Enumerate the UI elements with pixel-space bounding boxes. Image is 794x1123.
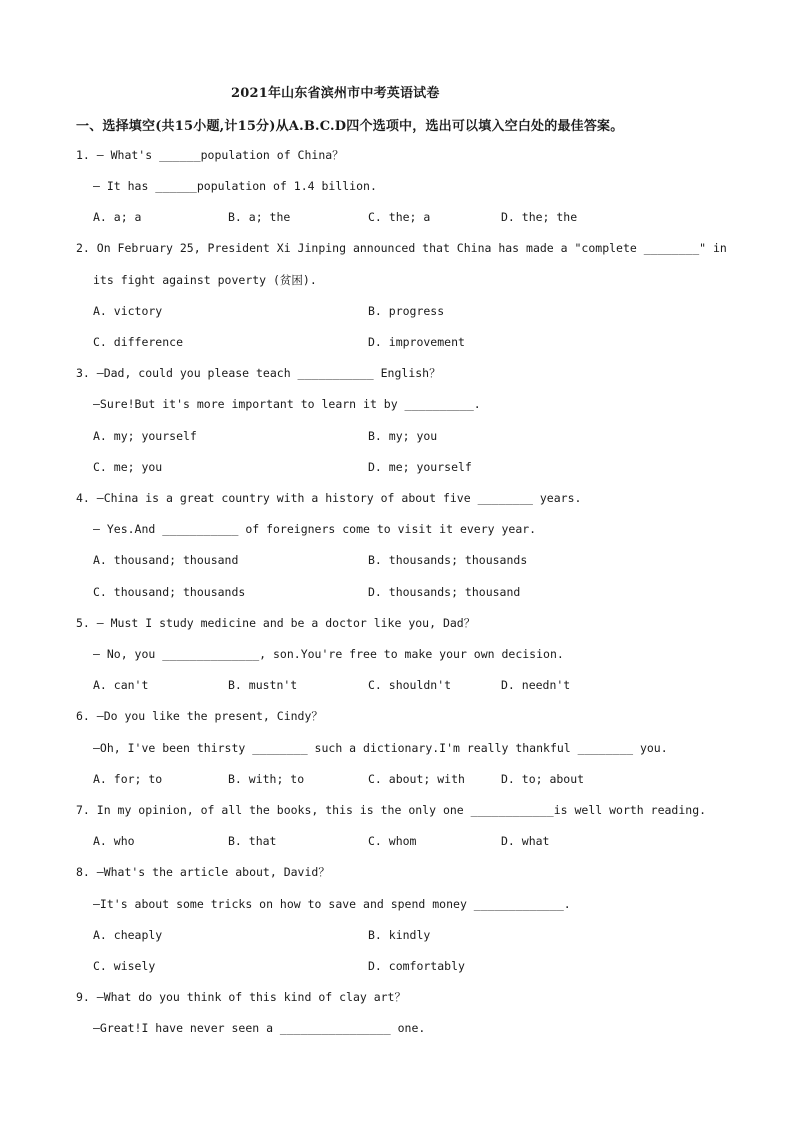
- question-8-option-c: C. wisely: [93, 959, 156, 973]
- question-6-option-a: A. for; to: [93, 772, 163, 786]
- question-4-stem: 4. —China is a great country with a history of about five ________ years.: [76, 491, 582, 505]
- question-6-option-d: D. to; about: [501, 772, 585, 786]
- question-3-option-a: A. my; yourself: [93, 429, 197, 443]
- question-1-option-c: C. the; a: [368, 210, 431, 224]
- question-2-option-a: A. victory: [93, 304, 163, 318]
- question-5-line-2: — No, you ______________, son.You're free to make your own decision.: [93, 647, 564, 661]
- question-7-option-a: A. who: [93, 834, 135, 848]
- question-2-option-b: B. progress: [368, 304, 445, 318]
- question-5-option-c: C. shouldn't: [368, 678, 452, 692]
- question-4-option-b: B. thousands; thousands: [368, 553, 528, 567]
- question-4-option-d: D. thousands; thousand: [368, 585, 521, 599]
- question-5-stem: 5. — Must I study medicine and be a doctor like you, Dad？: [76, 616, 476, 630]
- question-6-stem: 6. —Do you like the present, Cindy？: [76, 709, 323, 723]
- question-5-option-d: D. needn't: [501, 678, 571, 692]
- question-3-option-c: C. me; you: [93, 460, 163, 474]
- question-4-option-a: A. thousand; thousand: [93, 553, 239, 567]
- question-7-stem: 7. In my opinion, of all the books, this is the only one ____________is well worth reading.: [76, 803, 707, 817]
- question-1-option-d: D. the; the: [501, 210, 578, 224]
- question-6-option-b: B. with; to: [228, 772, 305, 786]
- page-title: 2021年山东省滨州市中考英语试卷: [231, 86, 440, 101]
- question-5-option-b: B. mustn't: [228, 678, 298, 692]
- question-6-line-2: —Oh, I've been thirsty ________ such a dictionary.I'm really thankful ________ you.: [93, 741, 668, 755]
- question-3-stem: 3. —Dad, could you please teach ___________ English？: [76, 366, 441, 380]
- question-2-option-c: C. difference: [93, 335, 184, 349]
- question-8-option-a: A. cheaply: [93, 928, 163, 942]
- question-3-option-b: B. my; you: [368, 429, 438, 443]
- question-6-option-c: C. about; with: [368, 772, 465, 786]
- question-2-line-2: its fight against poverty (贫困).: [93, 273, 317, 287]
- question-2-option-d: D. improvement: [368, 335, 465, 349]
- question-1-stem: 1. — What's ______population of China？: [76, 148, 344, 162]
- question-3-line-2: —Sure!But it's more important to learn it by __________.: [93, 397, 481, 411]
- question-1-option-b: B. a; the: [228, 210, 291, 224]
- section-heading: 一、选择填空(共15小题,计15分)从A.B.C.D四个选项中，选出可以填入空白处的最佳答案。: [76, 119, 624, 134]
- question-4-line-2: — Yes.And ___________ of foreigners come to visit it every year.: [93, 522, 537, 536]
- question-7-option-b: B. that: [228, 834, 277, 848]
- question-1-line-2: — It has ______population of 1.4 billion.: [93, 179, 377, 193]
- question-3-option-d: D. me; yourself: [368, 460, 472, 474]
- question-8-option-d: D. comfortably: [368, 959, 465, 973]
- question-5-option-a: A. can't: [93, 678, 149, 692]
- question-9-stem: 9. —What do you think of this kind of clay art？: [76, 990, 406, 1004]
- question-4-option-c: C. thousand; thousands: [93, 585, 246, 599]
- question-8-stem: 8. —What's the article about, David？: [76, 865, 330, 879]
- question-2-stem: 2. On February 25, President Xi Jinping announced that China has made a "complete ________" in: [76, 241, 727, 255]
- question-8-option-b: B. kindly: [368, 928, 431, 942]
- question-1-option-a: A. a; a: [93, 210, 142, 224]
- question-7-option-d: D. what: [501, 834, 550, 848]
- question-9-line-2: —Great!I have never seen a ________________ one.: [93, 1021, 426, 1035]
- question-8-line-2: —It's about some tricks on how to save and spend money _____________.: [93, 897, 571, 911]
- question-7-option-c: C. whom: [368, 834, 417, 848]
